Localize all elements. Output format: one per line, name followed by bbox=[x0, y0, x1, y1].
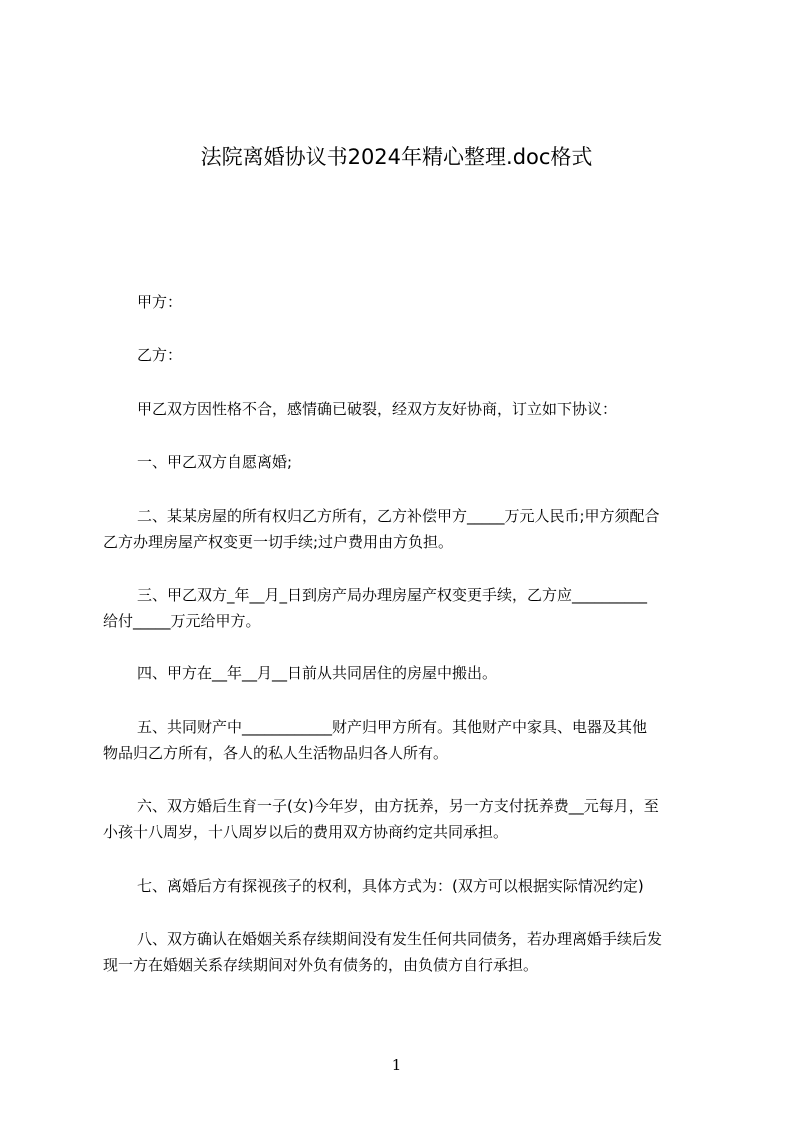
clause-6-line-1: 六、双方婚后生育一子(女)今年岁，由方抚养，另一方支付抚养费__元每月，至 bbox=[137, 797, 659, 815]
clause-3-line-2: 给付_____万元给甲方。 bbox=[103, 612, 261, 630]
intro-paragraph: 甲乙双方因性格不合，感情确已破裂，经双方友好协商，订立如下协议： bbox=[137, 400, 618, 418]
clause-3 bbox=[103, 582, 703, 634]
clause-2-line-2: 乙方办理房屋产权变更一切手续;过户费用由方负担。 bbox=[103, 533, 454, 551]
clause-8 bbox=[103, 926, 703, 978]
clause-1: 一、甲乙双方自愿离婚; bbox=[137, 453, 293, 471]
clause-6-line-2: 小孩十八周岁，十八周岁以后的费用双方协商约定共同承担。 bbox=[103, 823, 509, 841]
party-b-label: 乙方： bbox=[137, 346, 183, 364]
clause-2 bbox=[103, 503, 703, 555]
clause-4: 四、甲方在__年__月__日前从共同居住的房屋中搬出。 bbox=[137, 664, 498, 682]
page-number: 1 bbox=[391, 1056, 402, 1074]
clause-2-line-1: 二、某某房屋的所有权归乙方所有，乙方补偿甲方_____万元人民币;甲方须配合 bbox=[137, 507, 660, 525]
clause-5-line-1: 五、共同财产中____________财产归甲方所有。其他财产中家具、电器及其他 bbox=[137, 718, 648, 736]
clause-3-line-1: 三、甲乙双方_年__月_日到房产局办理房屋产权变更手续，乙方应__________ bbox=[137, 586, 648, 604]
clause-5 bbox=[103, 714, 703, 766]
clause-8-line-1: 八、双方确认在婚姻关系存续期间没有发生任何共同债务，若办理离婚手续后发 bbox=[137, 930, 663, 948]
clause-5-line-2: 物品归乙方所有，各人的私人生活物品归各人所有。 bbox=[103, 744, 449, 762]
clause-8-line-2: 现一方在婚姻关系存续期间对外负有债务的，由负债方自行承担。 bbox=[103, 956, 539, 974]
party-a-label: 甲方： bbox=[137, 293, 183, 311]
clause-6 bbox=[103, 793, 703, 845]
clause-7: 七、离婚后方有探视孩子的权利，具体方式为：(双方可以根据实际情况约定) bbox=[137, 877, 644, 895]
document-title: 法院离婚协议书2024年精心整理.doc格式 bbox=[200, 145, 593, 169]
